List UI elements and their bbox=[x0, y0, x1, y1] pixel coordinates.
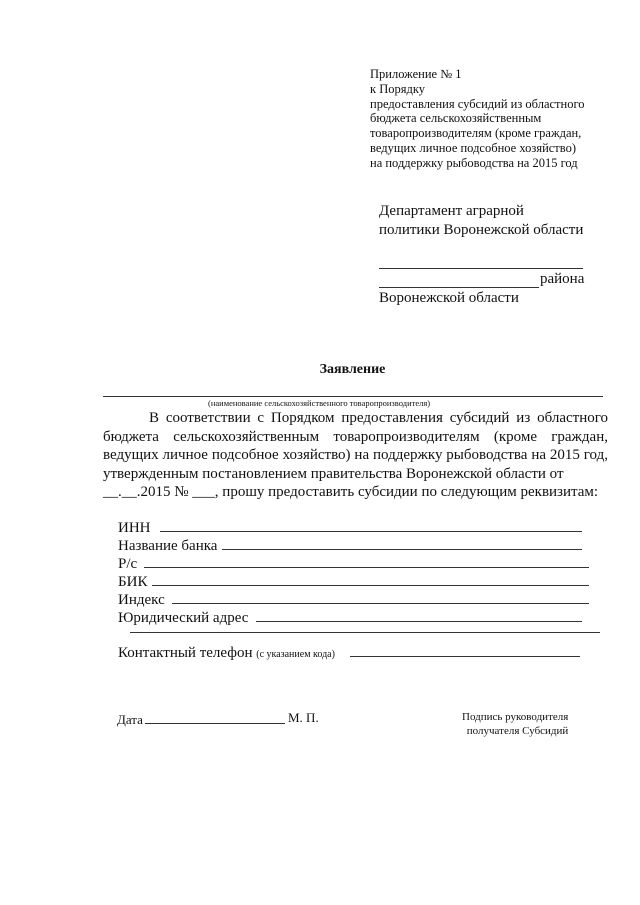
bank-label: Название банка bbox=[118, 538, 218, 554]
appendix-line: бюджета сельскохозяйственным bbox=[370, 111, 542, 126]
bik-label: БИК bbox=[118, 574, 148, 590]
inn-field[interactable] bbox=[160, 531, 582, 532]
inn-label: ИНН bbox=[118, 520, 151, 536]
stamp-place-label: М. П. bbox=[288, 710, 319, 725]
date-label: Дата bbox=[117, 712, 143, 727]
region-label: Воронежской области bbox=[379, 290, 519, 306]
body-text-end: __.__.2015 № ___, прошу предоставить субсидии по следующим реквизитам: bbox=[103, 484, 599, 501]
appendix-line: на поддержку рыбоводства на 2015 год bbox=[370, 155, 578, 170]
legal-address-label: Юридический адрес bbox=[118, 610, 249, 626]
legal-address-field[interactable] bbox=[256, 621, 582, 622]
applicant-caption: (наименование сельскохозяйственного товаропроизводителя) bbox=[208, 398, 431, 408]
account-label: Р/с bbox=[118, 556, 138, 572]
signature-line-1: Подпись руководителя bbox=[462, 711, 569, 723]
phone-field[interactable] bbox=[350, 656, 580, 657]
index-field[interactable] bbox=[172, 603, 589, 604]
raion-label: района bbox=[540, 271, 585, 287]
addressee-line-1: Департамент аграрной bbox=[379, 203, 524, 219]
applicant-name-line[interactable] bbox=[103, 396, 603, 397]
body-text-main: В соответствии с Порядком предоставления субсидий из областного бюджета сельскохозяйственным товаропроизводителям (кроме граждан, ведущих личное подсобное хозяйство) на поддержку рыбоводства на 2015 год, утвержденным постановлением правительства Воронежской области от bbox=[103, 410, 608, 482]
addressee-blank-line-2[interactable] bbox=[379, 287, 539, 288]
legal-address-field-2[interactable] bbox=[130, 632, 600, 633]
addressee-blank-line-1[interactable] bbox=[379, 268, 583, 269]
document-title: Заявление bbox=[319, 362, 386, 377]
appendix-line: предоставления субсидий из областного bbox=[370, 96, 585, 111]
signature-line-2: получателя Субсидий bbox=[466, 725, 569, 737]
signature-block bbox=[462, 710, 568, 738]
index-label: Индекс bbox=[118, 592, 165, 608]
account-field[interactable] bbox=[144, 567, 589, 568]
body-paragraph bbox=[103, 409, 608, 502]
appendix-line: к Порядку bbox=[370, 81, 425, 96]
addressee-block bbox=[379, 202, 583, 240]
date-field[interactable] bbox=[145, 723, 285, 724]
addressee-line-2: политики Воронежской области bbox=[379, 222, 584, 238]
appendix-line: товаропроизводителям (кроме граждан, bbox=[370, 126, 582, 141]
phone-label-text: Контактный телефон bbox=[118, 645, 253, 661]
appendix-line: Приложение № 1 bbox=[370, 67, 462, 81]
bank-field[interactable] bbox=[222, 549, 582, 550]
appendix-header bbox=[370, 67, 585, 171]
phone-note: (с указанием кода) bbox=[256, 649, 335, 660]
appendix-line: ведущих личное подсобное хозяйство) bbox=[370, 140, 576, 155]
bik-field[interactable] bbox=[152, 585, 589, 586]
phone-label bbox=[118, 645, 335, 662]
